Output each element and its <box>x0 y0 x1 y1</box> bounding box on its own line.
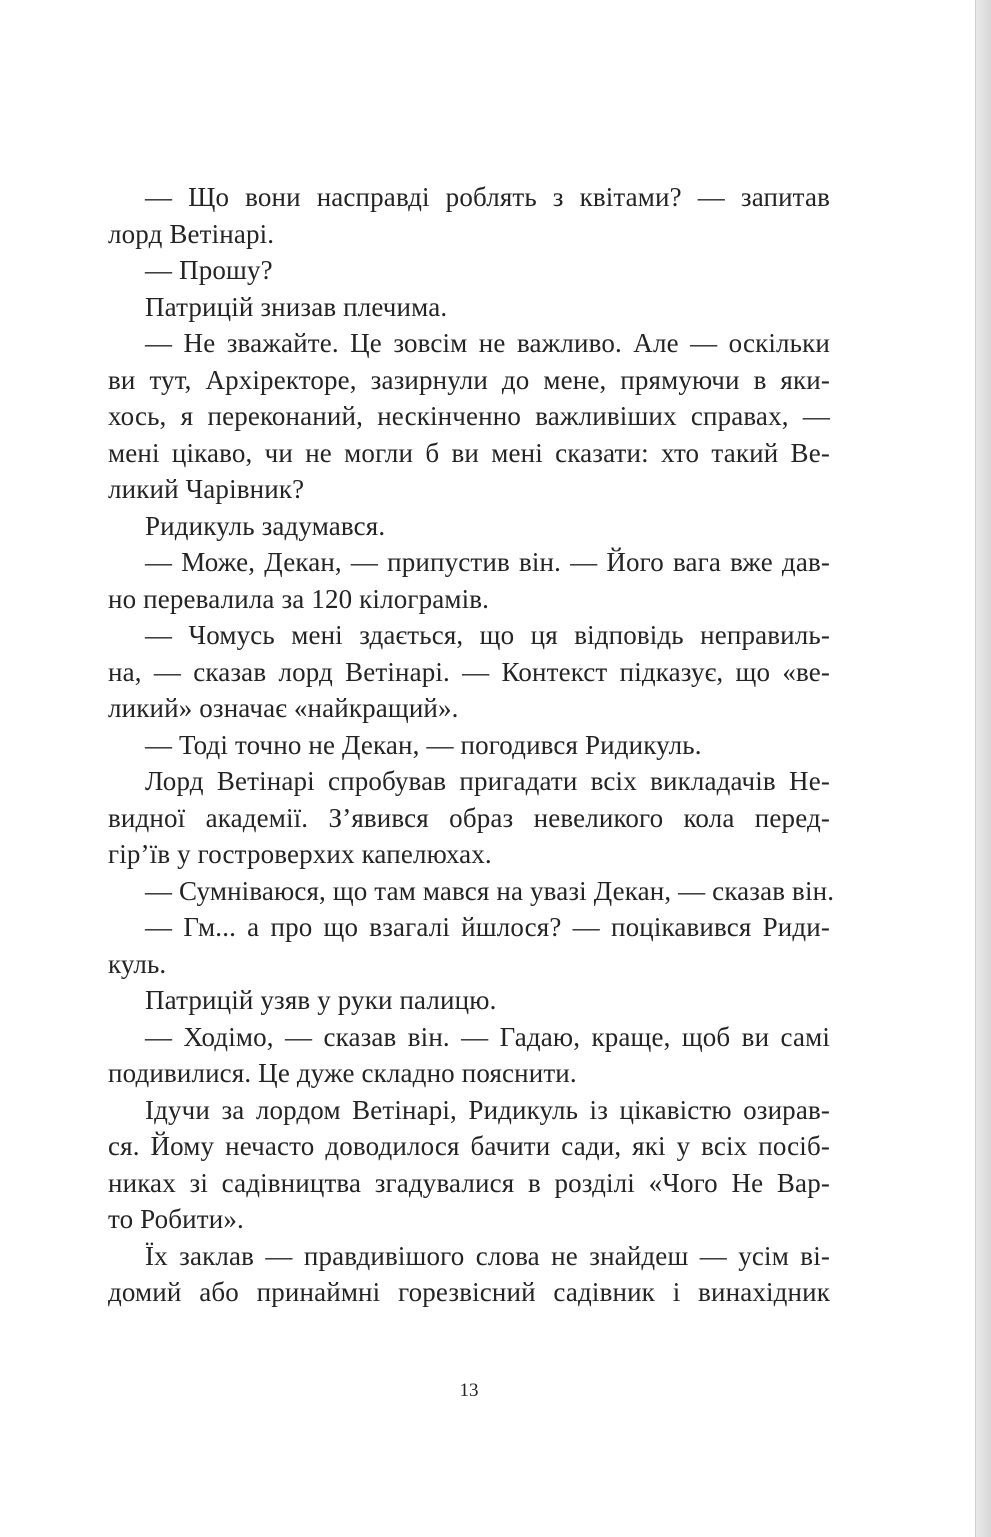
text-line: подивилися. Це дуже складно пояснити. <box>108 1058 577 1088</box>
text-line: — Гм... а про що взагалі йшлося? — поцікавився Риди- <box>145 912 830 942</box>
text-line: Патрицій узяв у руки палицю. <box>145 985 497 1015</box>
text-line: — Сумніваюся, що там мався на увазі Декан, — сказав він. <box>145 875 835 906</box>
text-line: — Не зважайте. Це зовсім не важливо. Але — оскільки <box>145 328 830 358</box>
text-line: хось, я переконаний, нескінченно важливіших справах, — <box>108 401 830 431</box>
text-line: Їх заклав — правдивішого слова не знайдеш — усім ві- <box>145 1240 830 1271</box>
text-line: — Ходімо, — сказав він. — Гадаю, краще, щоб ви самі <box>145 1021 830 1052</box>
text-line: никах зі садівництва згадувалися в розділі «Чого Не Вар- <box>108 1167 830 1198</box>
text-line: Ридикуль задумався. <box>145 510 386 541</box>
text-line: то Робити». <box>108 1204 244 1234</box>
text-line: гір’їв у гостроверхих капелюхах. <box>108 839 492 869</box>
text-line: — Чомусь мені здається, що ця відповідь неправиль- <box>145 620 830 650</box>
text-line: — Що вони насправді роблять з квітами? — запитав <box>145 182 830 212</box>
text-line: ся. Йому нечасто доводилося бачити сади, які у всіх посіб- <box>108 1131 830 1161</box>
body-text <box>108 179 835 1311</box>
text-line: — Прошу? <box>145 255 273 285</box>
text-line: домий або принаймні горезвісний садівник і винахідник <box>108 1277 830 1307</box>
text-line: — Може, Декан, — припустив він. — Його вага вже дав- <box>145 547 830 577</box>
text-line: Ідучи за лордом Ветінарі, Ридикуль із цікавістю озирав- <box>145 1094 830 1125</box>
text-line: Лорд Ветінарі спробував пригадати всіх викладачів Не- <box>145 766 830 796</box>
text-line: Патрицій знизав плечима. <box>145 291 448 322</box>
text-line: на, — сказав лорд Ветінарі. — Контекст підказує, що «ве- <box>108 656 830 687</box>
text-line: ликий» означає «найкращий». <box>108 693 459 723</box>
text-line: ликий Чарівник? <box>108 474 305 504</box>
page-number: 13 <box>459 1380 479 1401</box>
text-line: видної академії. З’явився образ невеликого кола перед- <box>108 802 830 833</box>
text-line: мені цікаво, чи не могли б ви мені сказати: хто такий Ве- <box>108 437 830 468</box>
text-line: — Тоді точно не Декан, — погодився Ридикуль. <box>145 729 702 760</box>
text-line: лорд Ветінарі. <box>108 218 275 249</box>
text-line: ви тут, Архіректоре, зазирнули до мене, прямуючи в яки- <box>108 364 830 395</box>
text-line: куль. <box>108 948 167 979</box>
page-edge <box>975 0 991 1537</box>
text-line: но перевалила за 120 кілограмів. <box>108 583 490 614</box>
